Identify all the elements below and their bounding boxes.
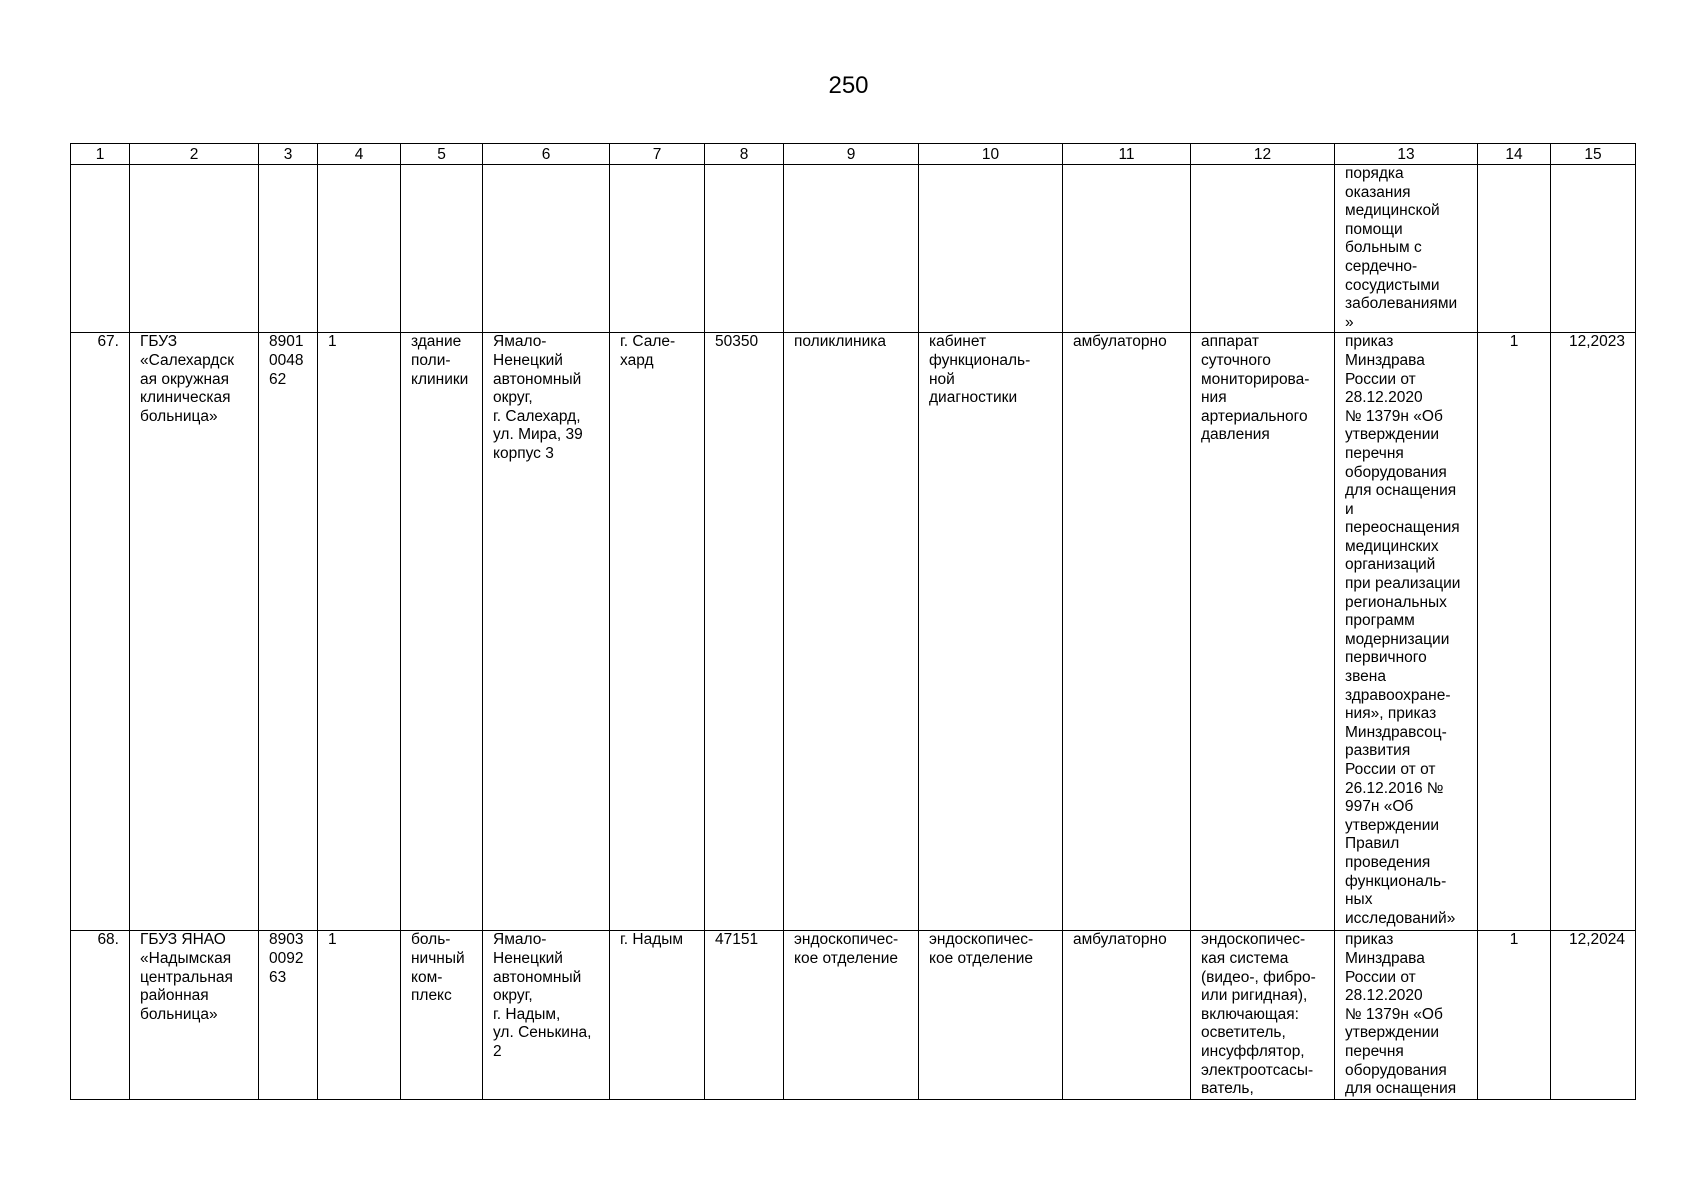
table-cell: кабинет функциональ- ной диагностики — [919, 333, 1063, 931]
table-cell — [1551, 165, 1636, 333]
address-cell: Ямало- Ненецкий автономный округ, г. Салехард, ул. Мира, 39 корпус 3 — [483, 333, 610, 931]
page-number: 250 — [828, 72, 869, 99]
equipment-table — [70, 143, 1636, 1100]
column-header: 14 — [1478, 144, 1551, 165]
table-cell: 1 — [1478, 931, 1551, 1099]
column-header: 2 — [130, 144, 259, 165]
column-header: 5 — [401, 144, 483, 165]
date-cell: 12,2023 — [1551, 333, 1636, 931]
table-cell: эндоскопичес- кое отделение — [784, 931, 919, 1099]
organization-cell: ГБУЗ «Салехардск ая окружная клиническая больница» — [130, 333, 259, 931]
column-header: 3 — [259, 144, 318, 165]
table-row — [71, 931, 1636, 1099]
table-cell: 1 — [318, 931, 401, 1099]
address-cell: Ямало- Ненецкий автономный округ, г. Надым, ул. Сенькина, 2 — [483, 931, 610, 1099]
table-cell — [1191, 165, 1335, 333]
table-cell: порядка оказания медицинской помощи больным с сердечно- сосудистыми заболеваниями » — [1335, 165, 1478, 333]
table-cell — [71, 165, 130, 333]
table-cell: г. Сале- хард — [610, 333, 705, 931]
column-header: 15 — [1551, 144, 1636, 165]
table-cell: 1 — [1478, 333, 1551, 931]
table-cell — [483, 165, 610, 333]
table-row — [71, 165, 1636, 333]
column-header: 4 — [318, 144, 401, 165]
column-header: 9 — [784, 144, 919, 165]
table-cell: амбулаторно — [1063, 931, 1191, 1099]
table-cell: г. Надым — [610, 931, 705, 1099]
column-header: 7 — [610, 144, 705, 165]
table-cell: 8903 0092 63 — [259, 931, 318, 1099]
table-cell: 50350 — [705, 333, 784, 931]
table-cell — [259, 165, 318, 333]
table-cell: 47151 — [705, 931, 784, 1099]
table-row — [71, 333, 1636, 931]
table-cell — [784, 165, 919, 333]
table-cell: эндоскопичес- кое отделение — [919, 931, 1063, 1099]
table-cell — [1478, 165, 1551, 333]
row-number: 68. — [71, 931, 130, 1099]
column-header: 8 — [705, 144, 784, 165]
table-cell: 8901 0048 62 — [259, 333, 318, 931]
regulation-cell: приказ Минздрава России от 28.12.2020 № 1379н «Об утверждении перечня оборудования для оснащения — [1335, 931, 1478, 1099]
table-cell — [610, 165, 705, 333]
table-cell — [318, 165, 401, 333]
date-cell: 12,2024 — [1551, 931, 1636, 1099]
column-header: 12 — [1191, 144, 1335, 165]
column-header: 1 — [71, 144, 130, 165]
table-header-row — [71, 144, 1636, 165]
column-header: 13 — [1335, 144, 1478, 165]
equipment-cell: эндоскопичес- кая система (видео-, фибро- или ригидная), включающая: осветитель, инсуффлятор, электроотсасы- ватель, — [1191, 931, 1335, 1099]
table-cell: здание поли- клиники — [401, 333, 483, 931]
regulation-cell: приказ Минздрава России от 28.12.2020 № 1379н «Об утверждении перечня оборудования для оснащения и переоснащения медицинских организаций при реализации региональных программ модернизации первичного звена здравоохране- ния», приказ Минздравсоц- развития России от от 26.12.2016 № 997н «Об утверждении Правил проведения функциональ- ных исследований» — [1335, 333, 1478, 931]
table-cell: амбулаторно — [1063, 333, 1191, 931]
column-header: 6 — [483, 144, 610, 165]
table-cell — [130, 165, 259, 333]
table-cell — [1063, 165, 1191, 333]
table-cell — [705, 165, 784, 333]
table-cell — [401, 165, 483, 333]
row-number: 67. — [71, 333, 130, 931]
table-cell: боль- ничный ком- плекс — [401, 931, 483, 1099]
table-cell: 1 — [318, 333, 401, 931]
table-cell: поликлиника — [784, 333, 919, 931]
table-cell — [919, 165, 1063, 333]
column-header: 11 — [1063, 144, 1191, 165]
organization-cell: ГБУЗ ЯНАО «Надымская центральная районная больница» — [130, 931, 259, 1099]
equipment-cell: аппарат суточного мониторирова- ния артериального давления — [1191, 333, 1335, 931]
column-header: 10 — [919, 144, 1063, 165]
